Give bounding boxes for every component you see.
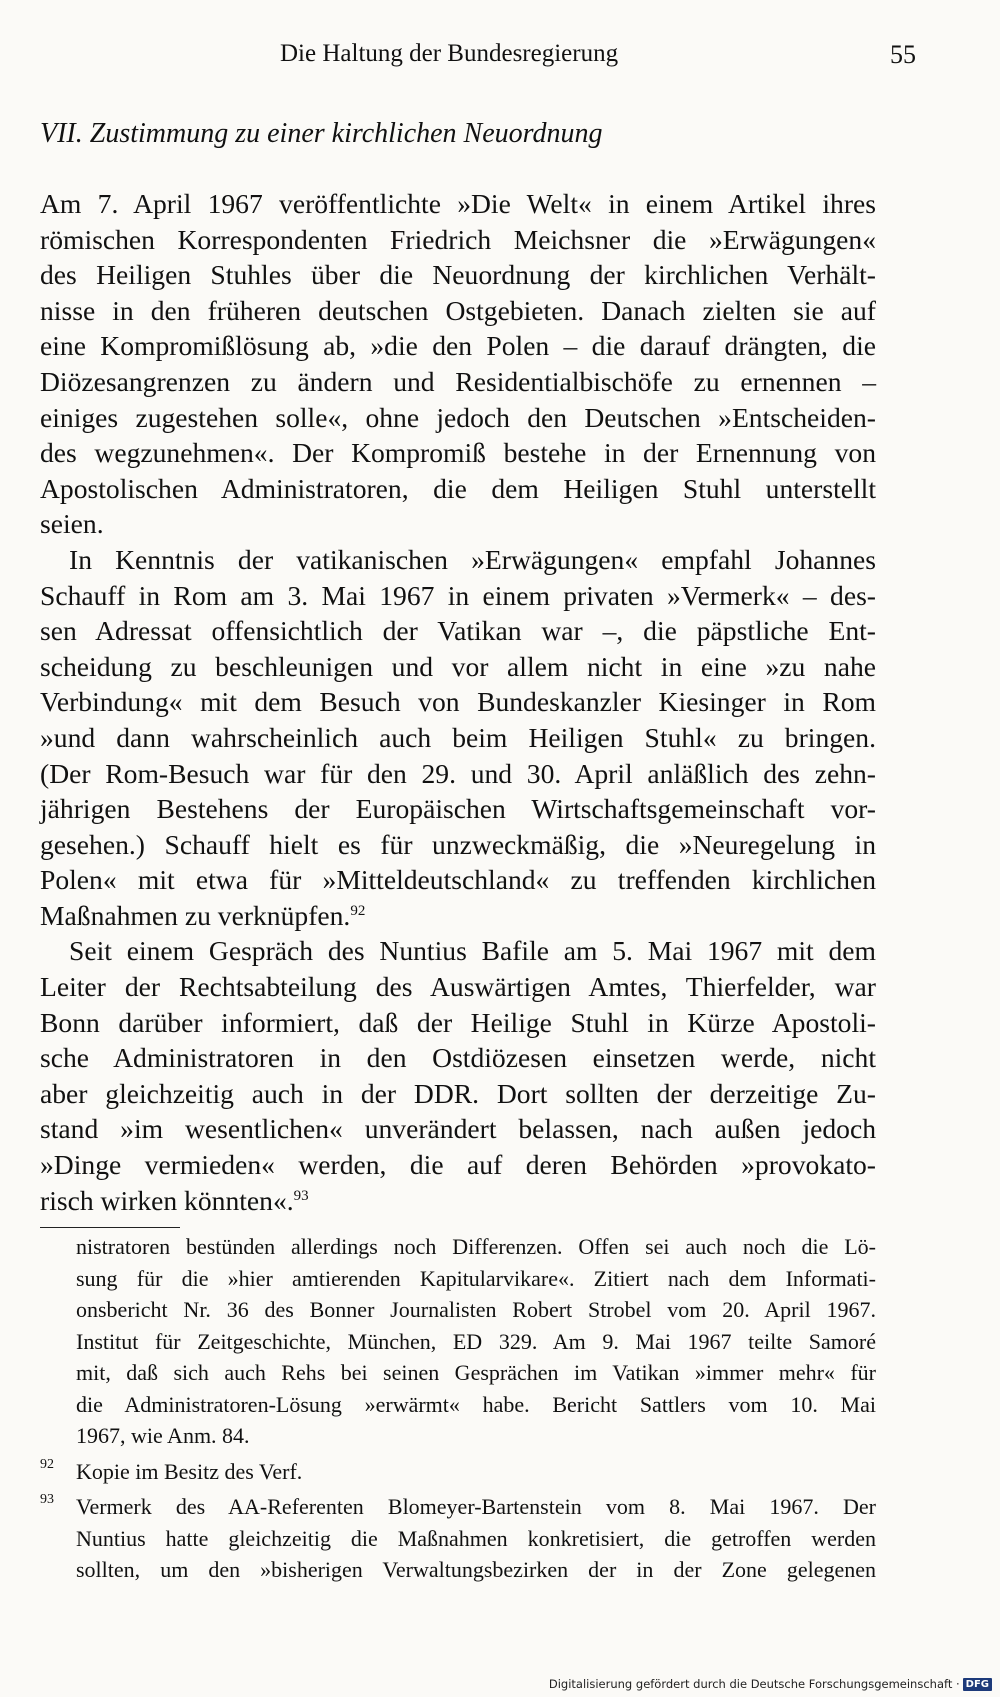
text-line: stand »im wesentlichen« unverändert belassen, nach außen jedoch [40,1113,876,1145]
footnotes [40,1231,876,1586]
text-line: gesehen.) Schauff hielt es für unzweckmäßig, die »Neuregelung in [40,828,876,860]
text-line: In Kenntnis der vatikanischen »Erwägungen« empfahl Johannes [69,543,876,575]
text-line: Maßnahmen zu verknüpfen.$^{92}$ [40,899,366,931]
text-line: scheidung zu beschleunigen und vor allem nicht in eine »zu nahe [40,650,876,682]
section-heading: VII. Zustimmung zu einer kirchlichen Neuordnung [40,118,603,149]
footnote-line: sollten, um den »bisherigen Verwaltungsbezirken der in der Zone gelegenen [76,1557,876,1582]
footnote-entry [40,1456,876,1488]
text-line: Bonn darüber informiert, daß der Heilige Stuhl in Kürze Apostoli- [40,1006,876,1038]
footnote-line: Vermerk des AA-Referenten Blomeyer-Bartenstein vom 8. Mai 1967. Der [76,1494,876,1519]
text-line: seien. [40,508,104,540]
footnote-entry [40,1231,876,1452]
text-line: Diözesangrenzen zu ändern und Residentialbischöfe zu ernennen – [40,365,876,397]
text-line: sen Adressat offensichtlich der Vatikan war –, die päpstliche Ent- [40,615,876,647]
paragraph [40,933,876,1218]
page-number: 55 [890,40,916,69]
running-title: Die Haltung der Bundesregierung [280,40,619,67]
text-line: eine Kompromißlösung ab, »die den Polen – die darauf drängten, die [40,330,876,362]
paragraph [40,542,876,934]
footnote-line: Nuntius hatte gleichzeitig die Maßnahmen konkretisiert, die getroffen werden [76,1525,876,1551]
text-line: Polen« mit etwa für »Mitteldeutschland« zu treffenden kirchlichen [40,864,876,896]
footnote-line: nistratoren bestünden allerdings noch Differenzen. Offen sei auch noch die Lö- [76,1234,876,1259]
text-line: Seit einem Gespräch des Nuntius Bafile am 5. Mai 1967 mit dem [69,935,876,967]
footnote-line: die Administratoren-Lösung »erwärmt« habe. Bericht Sattlers vom 10. Mai [76,1391,876,1417]
digitization-credit [549,1677,992,1691]
text-line: (Der Rom-Besuch war für den 29. und 30. April anläßlich des zehn- [40,757,876,789]
footnote-entry [40,1491,876,1586]
footnote-line: 1967, wie Anm. 84. [76,1423,250,1448]
paragraph [40,186,876,542]
footnote-reference[interactable]: 92 [350,902,366,919]
text-line: Schauff in Rom am 3. Mai 1967 in einem privaten »Vermerk« – des- [40,579,876,611]
text-line: Leiter der Rechtsabteilung des Auswärtigen Amtes, Thierfelder, war [40,971,876,1003]
text-line: risch wirken könnten«.$^{93}$ [40,1184,309,1216]
body-text [40,186,876,1218]
text-line: Am 7. April 1967 veröffentlichte »Die Welt« in einem Artikel ihres [40,188,876,219]
footnote-line: sung für die »hier amtierenden Kapitularvikare«. Zitiert nach dem Informati- [76,1265,876,1291]
footnote-divider [40,1227,180,1228]
footnote-reference[interactable]: 93 [293,1187,309,1204]
footnote-line: mit, daß sich auch Rehs bei seinen Gesprächen im Vatikan »immer mehr« für [76,1360,876,1385]
text-line: nisse in den früheren deutschen Ostgebieten. Danach zielten sie auf [40,294,876,326]
text-line: Apostolischen Administratoren, die dem Heiligen Stuhl unterstellt [40,472,876,504]
text-line: Verbindung« mit dem Besuch von Bundeskanzler Kiesinger in Rom [40,686,876,718]
footnote-number: 93 [40,1492,54,1507]
text-line: einiges zugestehen solle«, ohne jedoch den Deutschen »Entscheiden- [40,401,876,433]
text-line: aber gleichzeitig auch in der DDR. Dort sollten der derzeitige Zu- [40,1077,876,1109]
text-line: römischen Korrespondenten Friedrich Meichsner die »Erwägungen« [40,223,876,255]
running-header [40,40,916,80]
dfg-logo: DFG [963,1678,992,1691]
footnote-line: Kopie im Besitz des Verf. [76,1458,303,1484]
text-line: »und dann wahrscheinlich auch beim Heiligen Stuhl« zu bringen. [40,721,876,753]
credit-text: Digitalisierung gefördert durch die Deutsche Forschungsgemeinschaft · [548,1677,960,1691]
text-line: jährigen Bestehens der Europäischen Wirtschaftsgemeinschaft vor- [40,793,876,825]
footnote-number: 92 [40,1456,54,1472]
text-line: »Dinge vermieden« werden, die auf deren Behörden »provokato- [40,1149,876,1181]
text-line: des wegzunehmen«. Der Kompromiß bestehe in der Ernennung von [40,437,876,469]
text-line: des Heiligen Stuhles über die Neuordnung der kirchlichen Verhält- [40,259,876,291]
footnote-line: onsbericht Nr. 36 des Bonner Journalisten Robert Strobel vom 20. April 1967. [76,1297,876,1322]
text-line: sche Administratoren in den Ostdiözesen einsetzen werde, nicht [40,1042,876,1074]
footnote-line: Institut für Zeitgeschichte, München, ED 329. Am 9. Mai 1967 teilte Samoré [76,1328,876,1354]
